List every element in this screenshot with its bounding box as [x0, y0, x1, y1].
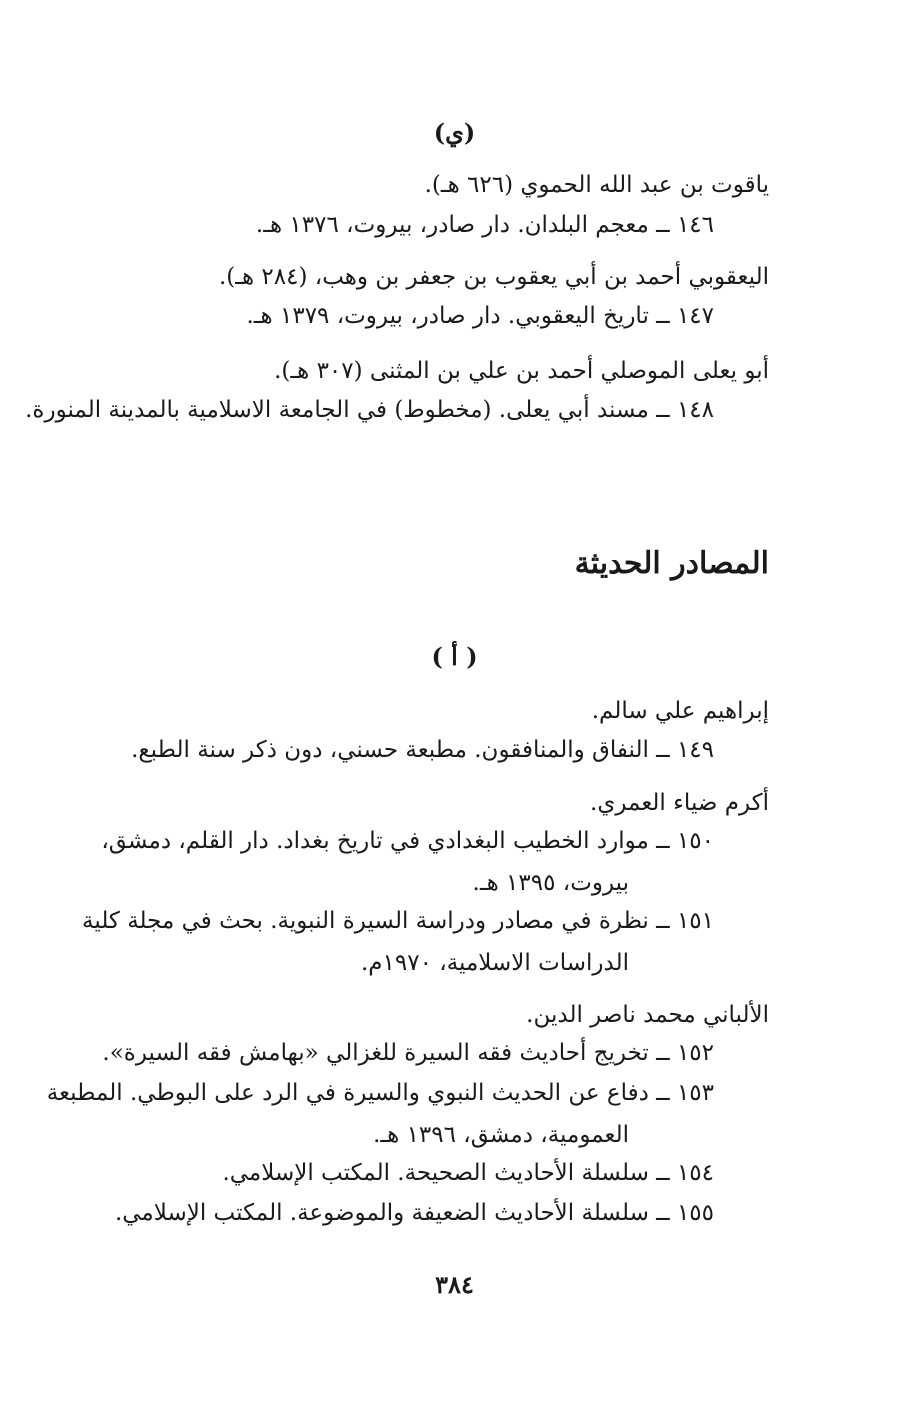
- page-number: ٣٨٤: [435, 1270, 474, 1299]
- entry-152: ١٥٢ ــ تخريج أحاديث فقه السيرة للغزالي «بهامش فقه السيرة».: [102, 1040, 714, 1066]
- entry-147: ١٤٧ ــ تاريخ اليعقوبي. دار صادر، بيروت، ١٣٧٩ هـ.: [246, 303, 714, 329]
- entry-153-continuation: العمومية، دمشق، ١٣٩٦ هـ.: [373, 1122, 629, 1148]
- author-yaqut: ياقوت بن عبد الله الحموي (٦٢٦ هـ).: [424, 172, 769, 198]
- entry-149: ١٤٩ ــ النفاق والمنافقون. مطبعة حسني، دون ذكر سنة الطبع.: [131, 737, 714, 763]
- entry-155: ١٥٥ ــ سلسلة الأحاديث الضعيفة والموضوعة. المكتب الإسلامي.: [114, 1200, 714, 1226]
- author-ibrahim-ali-salim: إبراهيم علي سالم.: [591, 698, 769, 724]
- section-heading-modern-sources: المصادر الحديثة: [574, 546, 769, 581]
- entry-150: ١٥٠ ــ موارد الخطيب البغدادي في تاريخ بغداد. دار القلم، دمشق،: [101, 828, 714, 854]
- entry-154: ١٥٤ ــ سلسلة الأحاديث الصحيحة. المكتب الإسلامي.: [222, 1160, 714, 1186]
- section-letter-alif: ( أ ): [431, 642, 478, 671]
- entry-153: ١٥٣ ــ دفاع عن الحديث النبوي والسيرة في الرد على البوطي. المطبعة: [46, 1080, 714, 1106]
- author-abu-yala: أبو يعلى الموصلي أحمد بن علي بن المثنى (٣٠٧ هـ).: [274, 358, 769, 384]
- author-al-albani: الألباني محمد ناصر الدين.: [526, 1002, 769, 1028]
- entry-151: ١٥١ ــ نظرة في مصادر ودراسة السيرة النبوية. بحث في مجلة كلية: [82, 908, 714, 934]
- author-yaqubi: اليعقوبي أحمد بن أبي يعقوب بن جعفر بن وهب، (٢٨٤ هـ).: [218, 264, 769, 290]
- section-letter-ya: (ي): [433, 118, 476, 147]
- entry-150-continuation: بيروت، ١٣٩٥ هـ.: [472, 870, 629, 896]
- entry-146: ١٤٦ ــ معجم البلدان. دار صادر، بيروت، ١٣٧٦ هـ.: [255, 212, 714, 238]
- author-akram-diya-al-umari: أكرم ضياء العمري.: [590, 790, 769, 816]
- entry-148: ١٤٨ ــ مسند أبي يعلى. (مخطوط) في الجامعة الاسلامية بالمدينة المنورة.: [25, 397, 714, 423]
- entry-151-continuation: الدراسات الاسلامية، ١٩٧٠م.: [360, 950, 629, 976]
